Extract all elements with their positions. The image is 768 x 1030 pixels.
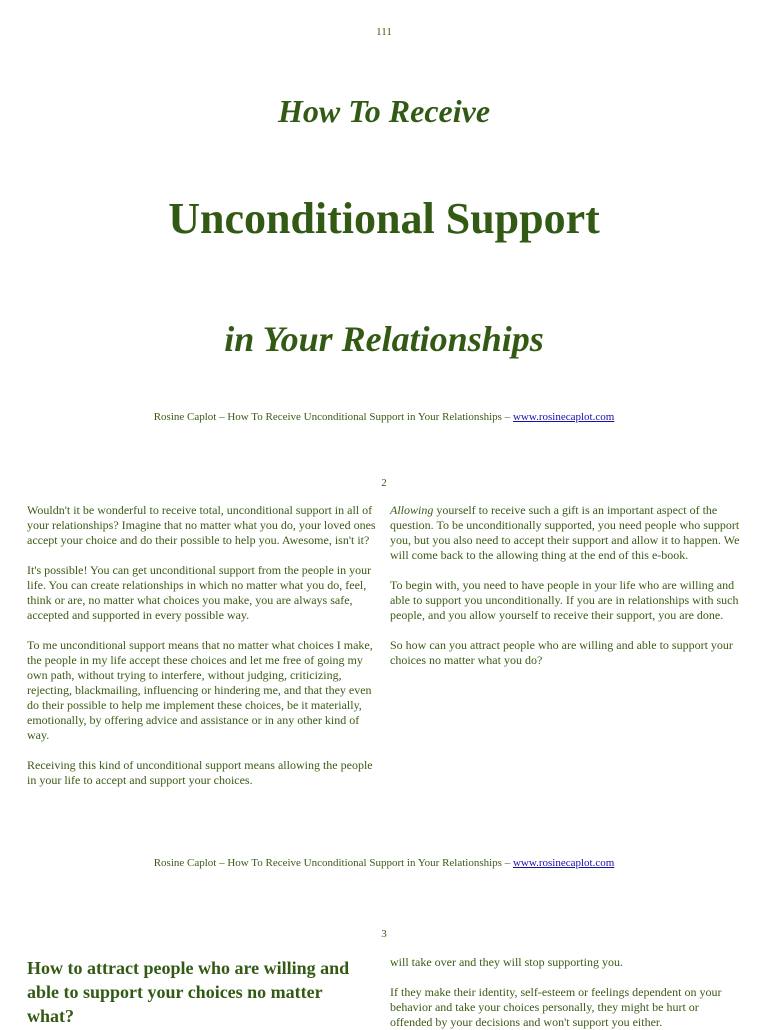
- paragraph: To me unconditional support means that no matter what choices I make, the people in my life accept these choices and let me free of going my own path, without trying to interfere, without judging, criticizing, rejecting, blackmailing, influencing or hindering me, and that they even do their possible to help me implement these choices, be it materially, emotionally, by offering advice and assistance or in any other kind of way.: [27, 638, 373, 742]
- footer-link[interactable]: www.rosinecaplot.com: [512, 857, 615, 869]
- left-column: [27, 503, 377, 788]
- page-footer: [0, 411, 768, 423]
- right-column: [390, 503, 742, 668]
- title-line-3: in Your Relationships: [224, 319, 544, 359]
- paragraph: will take over and they will stop supporting you.: [390, 955, 623, 969]
- title-line-1: How To Receive: [277, 93, 491, 129]
- footer-text: Rosine Caplot – How To Receive Unconditional Support in Your Relationships –: [153, 411, 513, 423]
- page-number: 2: [381, 477, 387, 489]
- emphasis-word: Allowing: [390, 503, 434, 517]
- paragraph: Receiving this kind of unconditional support means allowing the people in your life to accept and support your choices.: [27, 758, 373, 787]
- footer-text: Rosine Caplot – How To Receive Unconditional Support in Your Relationships –: [153, 857, 513, 869]
- paragraph: So how can you attract people who are willing and able to support your choices no matter what you do?: [390, 638, 733, 667]
- paragraph: It's possible! You can get unconditional support from the people in your life. You can create relationships in which no matter what you do, feel, think or are, no matter what choices you make, you are always safe, accepted and supported in every possible way.: [27, 563, 372, 622]
- title-line-2: Unconditional Support: [168, 194, 600, 243]
- paragraph: Wouldn't it be wonderful to receive total, unconditional support in all of your relationships? Imagine that no matter what you do, your loved ones accept your choice and do their possible to help you. Awesome, isn't it?: [27, 503, 376, 547]
- section-heading: How to attract people who are willing and able to support your choices no matter what?: [27, 958, 350, 1026]
- page-number: 111: [376, 26, 392, 38]
- right-column: [390, 955, 742, 1030]
- paragraph: If they make their identity, self-esteem or feelings dependent on your behavior and take your choices personally, they might be hurt or offended by your decisions and won't support you either.: [390, 985, 722, 1029]
- paragraph: To begin with, you need to have people in your life who are willing and able to support you unconditionally. If you are in relationships with such people, and you allow yourself to receive their support, you are done.: [390, 578, 739, 622]
- page-number: 3: [381, 928, 387, 940]
- paragraph-text: yourself to receive such a gift is an important aspect of the question. To be unconditionally supported, you need people who support you, but you also need to accept their support and allow it to happen. We will come back to the allowing thing at the end of this e-book.: [390, 503, 740, 562]
- page-footer: [0, 857, 768, 869]
- paragraph: [390, 503, 742, 563]
- footer-link[interactable]: www.rosinecaplot.com: [512, 411, 615, 423]
